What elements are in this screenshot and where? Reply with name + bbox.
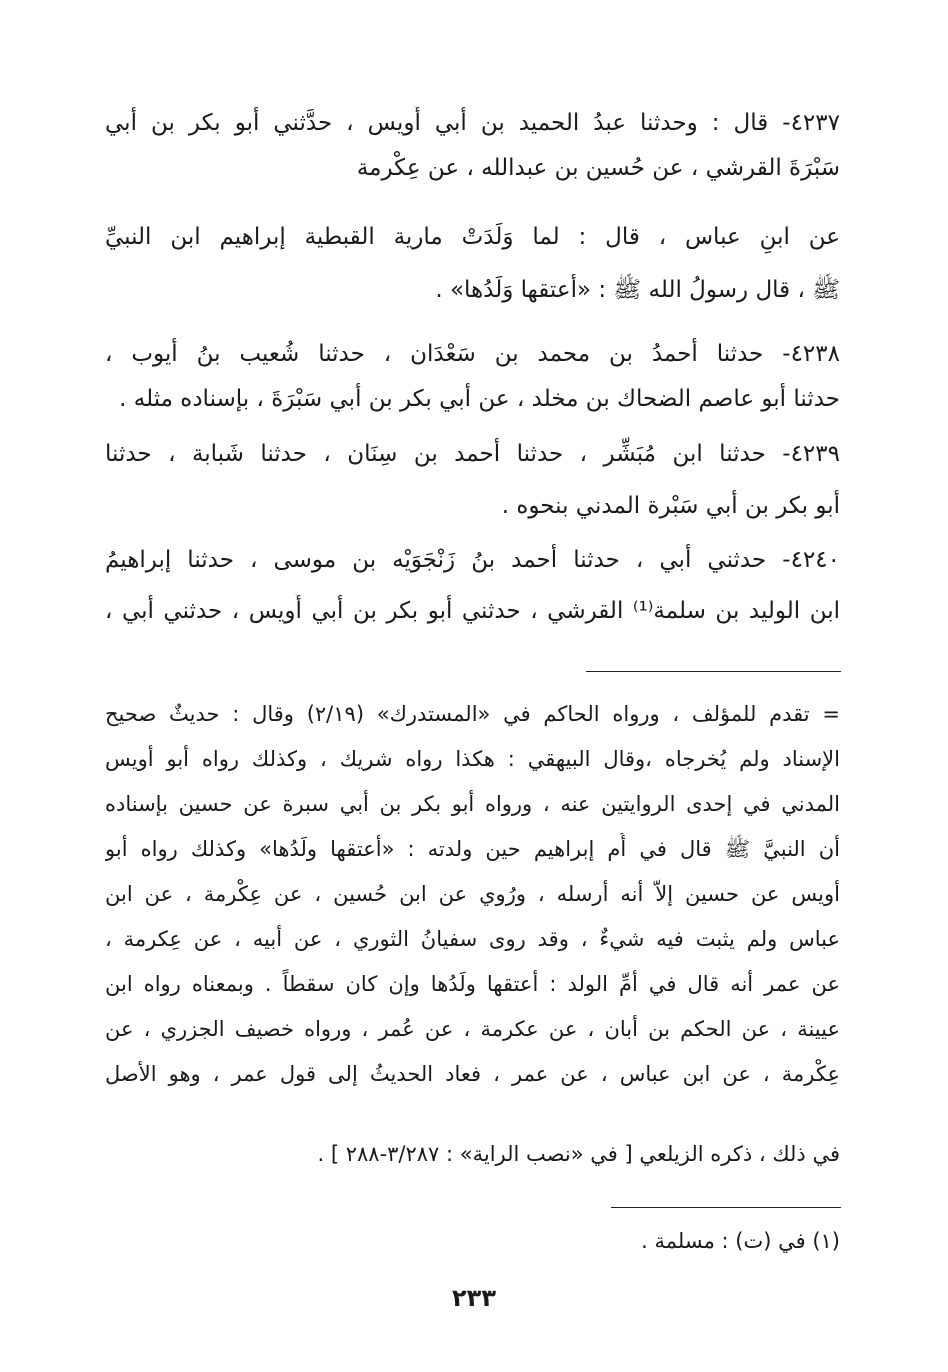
commentary-line: أويس عن حسين إلاّ أنه أرسله ، ورُوي عن ابن حُسين ، عن عِكْرمة ، عن ابن (105, 882, 840, 906)
commentary-line: عِكْرمة ، عن ابن عباس ، عن عمر ، فعاد الحديثُ إلى قول عمر ، وهو الأصل (105, 1062, 840, 1086)
main-text-line: أبو بكر بن أبي سَبْرة المدني بنحوه . (501, 493, 840, 519)
main-text-line: ٤٢٣٩- حدثنا ابن مُبَشِّر ، حدثنا أحمد بن سِنَان ، حدثنا شَبابة ، حدثنا (105, 441, 840, 467)
main-text-line: سَبْرَةَ القرشي ، عن حُسين بن عبدالله ، عن عِكْرمة (356, 155, 840, 181)
main-text-line: ٤٢٣٧- قال : وحدثنا عبدُ الحميد بن أبي أُويس ، حدَّثني أبو بكر بن أبي (105, 110, 840, 136)
commentary-line: = تقدم للمؤلف ، ورواه الحاكم في «المستدرك» (٢/١٩) وقال : حديثٌ صحيح (105, 702, 840, 726)
main-text-line: ابن الوليد بن سلمة⁽¹⁾ القرشي ، حدثني أبو بكر بن أبي أُويس ، حدثني أبي ، (105, 598, 840, 624)
main-text-line: حدثنا أبو عاصم الضحاك بن مخلد ، عن أبي بكر بن أبي سَبْرَةَ ، بإسناده مثله . (119, 386, 840, 412)
commentary-line: أن النبيَّ ﷺ قال في أُم إبراهيم حين ولدته : «أعتقها ولَدُها» وكذلك رواه أبو (105, 837, 840, 861)
main-text-line: ٤٢٣٨- حدثنا أحمدُ بن محمد بن سَعْدَان ، حدثنا شُعيب بنُ أيوب ، (105, 341, 840, 367)
commentary-line: في ذلك ، ذكره الزيلعي [ في «نصب الراية» : ٣/٢٨٧-٢٨٨ ] . (317, 1142, 840, 1166)
footnote-separator (586, 671, 841, 672)
commentary-line: عن عمر أنه قال في أمِّ الولد : أعتقها ولَدُها وإن كان سقطاً . وبمعناه رواه ابن (105, 972, 840, 996)
page-number: ٢٣٣ (452, 1284, 496, 1312)
commentary-line: عيينة ، عن الحكم بن أبان ، عن عكرمة ، عن عُمر ، ورواه خصيف الجزري ، عن (105, 1017, 840, 1041)
main-text-line: ٤٢٤٠- حدثني أبي ، حدثنا أحمد بنُ زَنْجَوَيْه بن موسى ، حدثنا إبراهيمُ (105, 547, 840, 573)
footnote-separator (611, 1207, 841, 1208)
footnote-line: (١) في (ت) : مسلمة . (641, 1229, 840, 1253)
main-text-line: عن ابنِ عباس ، قال : لما وَلَدَتْ مارية القبطية إبراهيم ابن النبيِّ (105, 224, 840, 250)
commentary-line: الإسناد ولم يُخرجاه ،وقال البيهقي : هكذا رواه شريك ، وكذلك رواه أبو أويس (105, 747, 840, 771)
commentary-line: عباس ولم يثبت فيه شيءٌ ، وقد روى سفيانُ الثوري ، عن أبيه ، عن عِكرمة ، (105, 927, 840, 951)
commentary-line: المدني في إحدى الروايتين عنه ، ورواه أبو بكر بن أبي سبرة عن حسين بإسناده (105, 792, 840, 816)
main-text-line: ﷺ ، قال رسولُ الله ﷺ : «أعتقها وَلَدُها» . (435, 277, 840, 303)
